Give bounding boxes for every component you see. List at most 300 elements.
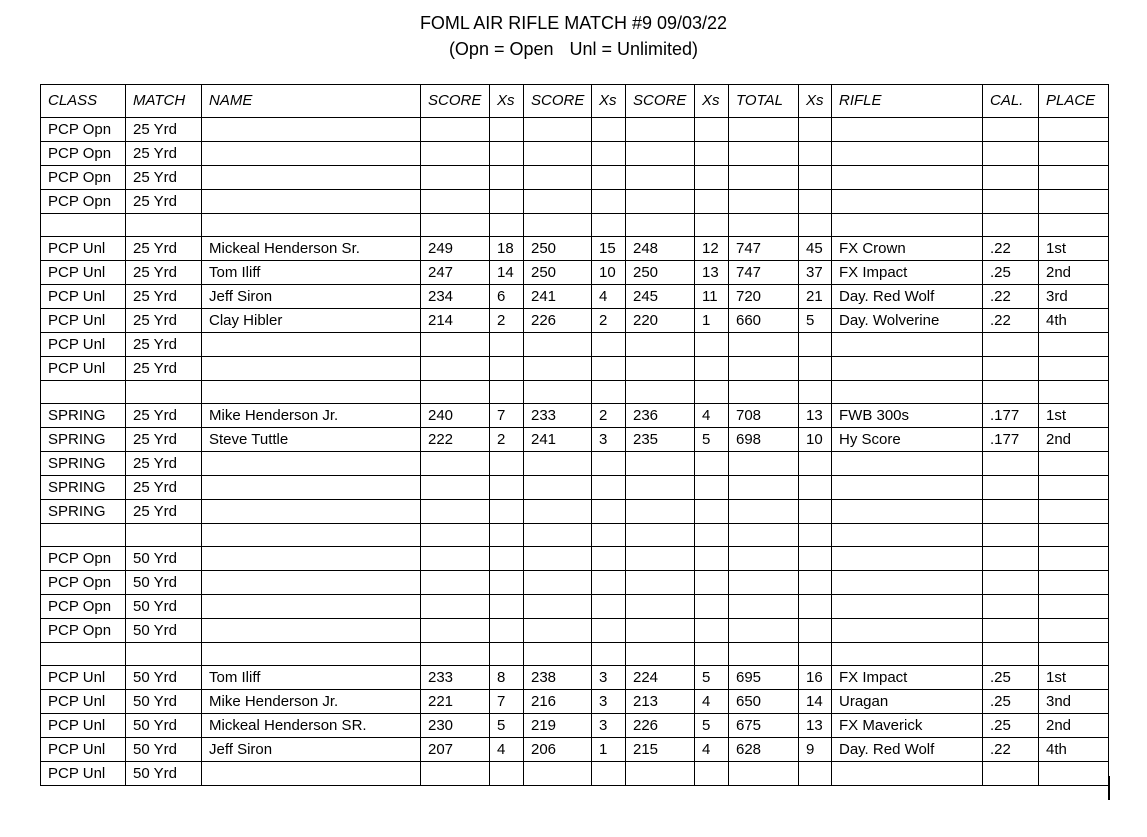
cell-class[interactable]: PCP Opn <box>41 166 126 190</box>
cell-xs-1[interactable]: 4 <box>490 738 524 762</box>
cell-rifle[interactable]: FX Impact <box>832 261 983 285</box>
cell-class[interactable]: PCP Unl <box>41 237 126 261</box>
cell-total[interactable] <box>729 476 799 500</box>
cell-xs-3[interactable] <box>695 214 729 237</box>
cell-match[interactable]: 25 Yrd <box>126 118 202 142</box>
cell-caliber[interactable] <box>983 214 1039 237</box>
cell-rifle[interactable]: Day. Red Wolf <box>832 738 983 762</box>
cell-rifle[interactable] <box>832 214 983 237</box>
cell-score-1[interactable] <box>421 619 490 643</box>
cell-place[interactable] <box>1039 452 1109 476</box>
cell-xs-3[interactable] <box>695 357 729 381</box>
cell-xs-1[interactable]: 5 <box>490 714 524 738</box>
cell-name[interactable] <box>202 571 421 595</box>
cell-xs-3[interactable] <box>695 500 729 524</box>
cell-rifle[interactable]: FX Maverick <box>832 714 983 738</box>
cell-total[interactable] <box>729 333 799 357</box>
cell-score-1[interactable]: 234 <box>421 285 490 309</box>
cell-xs-2[interactable] <box>592 357 626 381</box>
cell-place[interactable] <box>1039 118 1109 142</box>
cell-total[interactable]: 628 <box>729 738 799 762</box>
cell-match[interactable]: 25 Yrd <box>126 142 202 166</box>
cell-class[interactable]: PCP Unl <box>41 714 126 738</box>
cell-total[interactable] <box>729 452 799 476</box>
cell-place[interactable] <box>1039 595 1109 619</box>
cell-score-1[interactable] <box>421 452 490 476</box>
cell-xs-total[interactable]: 13 <box>799 714 832 738</box>
cell-score-2[interactable] <box>524 762 592 786</box>
cell-xs-1[interactable]: 8 <box>490 666 524 690</box>
cell-rifle[interactable] <box>832 524 983 547</box>
cell-score-2[interactable]: 250 <box>524 261 592 285</box>
cell-caliber[interactable]: .177 <box>983 404 1039 428</box>
cell-score-3[interactable] <box>626 762 695 786</box>
cell-rifle[interactable] <box>832 476 983 500</box>
cell-xs-2[interactable] <box>592 190 626 214</box>
cell-caliber[interactable] <box>983 452 1039 476</box>
cell-name[interactable] <box>202 357 421 381</box>
cell-total[interactable] <box>729 500 799 524</box>
cell-xs-3[interactable] <box>695 547 729 571</box>
cell-xs-3[interactable] <box>695 333 729 357</box>
cell-xs-total[interactable] <box>799 643 832 666</box>
cell-name[interactable]: Mike Henderson Jr. <box>202 690 421 714</box>
cell-match[interactable]: 50 Yrd <box>126 738 202 762</box>
cell-rifle[interactable] <box>832 118 983 142</box>
cell-name[interactable] <box>202 214 421 237</box>
cell-place[interactable] <box>1039 476 1109 500</box>
cell-class[interactable]: PCP Opn <box>41 619 126 643</box>
cell-total[interactable] <box>729 571 799 595</box>
cell-rifle[interactable] <box>832 571 983 595</box>
cell-place[interactable]: 3nd <box>1039 690 1109 714</box>
cell-name[interactable]: Mike Henderson Jr. <box>202 404 421 428</box>
cell-score-1[interactable]: 247 <box>421 261 490 285</box>
cell-xs-3[interactable]: 5 <box>695 714 729 738</box>
cell-score-3[interactable] <box>626 333 695 357</box>
cell-match[interactable] <box>126 214 202 237</box>
cell-class[interactable]: PCP Unl <box>41 762 126 786</box>
cell-caliber[interactable] <box>983 762 1039 786</box>
cell-match[interactable] <box>126 524 202 547</box>
cell-class[interactable] <box>41 214 126 237</box>
cell-xs-3[interactable]: 5 <box>695 666 729 690</box>
cell-xs-3[interactable]: 4 <box>695 690 729 714</box>
cell-place[interactable] <box>1039 357 1109 381</box>
cell-score-3[interactable]: 236 <box>626 404 695 428</box>
cell-xs-2[interactable]: 4 <box>592 285 626 309</box>
cell-name[interactable]: Tom Iliff <box>202 666 421 690</box>
cell-xs-2[interactable] <box>592 118 626 142</box>
cell-xs-total[interactable]: 45 <box>799 237 832 261</box>
cell-match[interactable]: 25 Yrd <box>126 357 202 381</box>
cell-class[interactable]: PCP Opn <box>41 595 126 619</box>
cell-score-2[interactable]: 219 <box>524 714 592 738</box>
cell-total[interactable] <box>729 643 799 666</box>
cell-xs-2[interactable]: 1 <box>592 738 626 762</box>
cell-total[interactable] <box>729 166 799 190</box>
cell-class[interactable]: PCP Unl <box>41 738 126 762</box>
cell-xs-2[interactable] <box>592 452 626 476</box>
cell-place[interactable]: 2nd <box>1039 261 1109 285</box>
cell-score-1[interactable] <box>421 190 490 214</box>
cell-score-1[interactable]: 221 <box>421 690 490 714</box>
cell-score-3[interactable] <box>626 643 695 666</box>
cell-xs-1[interactable]: 7 <box>490 690 524 714</box>
cell-score-3[interactable]: 226 <box>626 714 695 738</box>
cell-rifle[interactable] <box>832 500 983 524</box>
cell-class[interactable]: SPRING <box>41 476 126 500</box>
cell-score-2[interactable] <box>524 500 592 524</box>
cell-total[interactable]: 747 <box>729 237 799 261</box>
cell-xs-3[interactable] <box>695 381 729 404</box>
cell-xs-2[interactable]: 2 <box>592 404 626 428</box>
cell-match[interactable]: 25 Yrd <box>126 500 202 524</box>
cell-xs-total[interactable] <box>799 333 832 357</box>
cell-score-3[interactable] <box>626 190 695 214</box>
cell-total[interactable] <box>729 524 799 547</box>
cell-score-1[interactable] <box>421 476 490 500</box>
cell-rifle[interactable] <box>832 547 983 571</box>
cell-xs-1[interactable] <box>490 619 524 643</box>
cell-caliber[interactable] <box>983 500 1039 524</box>
cell-match[interactable]: 25 Yrd <box>126 166 202 190</box>
cell-score-1[interactable] <box>421 357 490 381</box>
cell-xs-total[interactable] <box>799 142 832 166</box>
cell-match[interactable]: 25 Yrd <box>126 237 202 261</box>
cell-xs-3[interactable] <box>695 476 729 500</box>
cell-caliber[interactable] <box>983 547 1039 571</box>
cell-rifle[interactable] <box>832 619 983 643</box>
cell-xs-1[interactable] <box>490 547 524 571</box>
cell-name[interactable]: Jeff Siron <box>202 738 421 762</box>
cell-xs-1[interactable] <box>490 524 524 547</box>
cell-xs-total[interactable] <box>799 619 832 643</box>
cell-place[interactable] <box>1039 214 1109 237</box>
cell-score-3[interactable]: 245 <box>626 285 695 309</box>
cell-name[interactable] <box>202 452 421 476</box>
cell-score-2[interactable] <box>524 643 592 666</box>
cell-xs-1[interactable]: 14 <box>490 261 524 285</box>
cell-xs-1[interactable] <box>490 452 524 476</box>
cell-name[interactable] <box>202 166 421 190</box>
cell-score-1[interactable]: 230 <box>421 714 490 738</box>
cell-xs-1[interactable] <box>490 643 524 666</box>
cell-score-2[interactable] <box>524 118 592 142</box>
cell-rifle[interactable] <box>832 452 983 476</box>
cell-xs-2[interactable]: 15 <box>592 237 626 261</box>
cell-score-2[interactable]: 241 <box>524 285 592 309</box>
cell-match[interactable]: 50 Yrd <box>126 762 202 786</box>
cell-xs-total[interactable] <box>799 357 832 381</box>
cell-score-1[interactable] <box>421 595 490 619</box>
cell-score-2[interactable] <box>524 333 592 357</box>
cell-xs-total[interactable]: 9 <box>799 738 832 762</box>
cell-xs-1[interactable] <box>490 190 524 214</box>
cell-score-2[interactable] <box>524 476 592 500</box>
cell-score-1[interactable]: 222 <box>421 428 490 452</box>
cell-score-2[interactable] <box>524 452 592 476</box>
cell-score-3[interactable] <box>626 595 695 619</box>
cell-place[interactable] <box>1039 619 1109 643</box>
cell-caliber[interactable] <box>983 333 1039 357</box>
cell-xs-1[interactable]: 2 <box>490 309 524 333</box>
cell-xs-2[interactable] <box>592 500 626 524</box>
cell-rifle[interactable]: FWB 300s <box>832 404 983 428</box>
cell-match[interactable] <box>126 643 202 666</box>
cell-class[interactable]: SPRING <box>41 428 126 452</box>
cell-match[interactable]: 50 Yrd <box>126 571 202 595</box>
cell-xs-total[interactable]: 5 <box>799 309 832 333</box>
cell-total[interactable]: 650 <box>729 690 799 714</box>
cell-match[interactable]: 25 Yrd <box>126 285 202 309</box>
cell-score-2[interactable] <box>524 166 592 190</box>
cell-place[interactable]: 4th <box>1039 738 1109 762</box>
cell-xs-1[interactable] <box>490 381 524 404</box>
cell-caliber[interactable] <box>983 595 1039 619</box>
cell-class[interactable] <box>41 381 126 404</box>
cell-xs-1[interactable] <box>490 214 524 237</box>
cell-score-2[interactable] <box>524 619 592 643</box>
cell-score-3[interactable] <box>626 214 695 237</box>
cell-name[interactable] <box>202 500 421 524</box>
cell-score-2[interactable] <box>524 524 592 547</box>
cell-total[interactable] <box>729 619 799 643</box>
cell-caliber[interactable] <box>983 357 1039 381</box>
cell-xs-3[interactable] <box>695 595 729 619</box>
cell-match[interactable]: 25 Yrd <box>126 333 202 357</box>
cell-xs-total[interactable]: 21 <box>799 285 832 309</box>
cell-name[interactable]: Steve Tuttle <box>202 428 421 452</box>
cell-score-2[interactable] <box>524 142 592 166</box>
cell-class[interactable]: PCP Unl <box>41 666 126 690</box>
cell-caliber[interactable] <box>983 476 1039 500</box>
cell-xs-2[interactable] <box>592 333 626 357</box>
cell-match[interactable]: 25 Yrd <box>126 452 202 476</box>
cell-xs-2[interactable] <box>592 547 626 571</box>
cell-xs-total[interactable] <box>799 214 832 237</box>
cell-total[interactable] <box>729 142 799 166</box>
cell-name[interactable] <box>202 595 421 619</box>
cell-xs-2[interactable] <box>592 142 626 166</box>
cell-caliber[interactable]: .25 <box>983 666 1039 690</box>
cell-score-3[interactable] <box>626 571 695 595</box>
cell-xs-total[interactable] <box>799 190 832 214</box>
cell-class[interactable]: PCP Unl <box>41 357 126 381</box>
cell-rifle[interactable] <box>832 381 983 404</box>
cell-place[interactable] <box>1039 381 1109 404</box>
cell-class[interactable]: SPRING <box>41 500 126 524</box>
cell-score-2[interactable]: 206 <box>524 738 592 762</box>
cell-score-3[interactable] <box>626 381 695 404</box>
cell-rifle[interactable] <box>832 166 983 190</box>
cell-rifle[interactable]: FX Impact <box>832 666 983 690</box>
cell-score-3[interactable]: 220 <box>626 309 695 333</box>
cell-name[interactable] <box>202 476 421 500</box>
cell-xs-total[interactable]: 14 <box>799 690 832 714</box>
cell-total[interactable] <box>729 762 799 786</box>
cell-place[interactable] <box>1039 524 1109 547</box>
cell-xs-3[interactable]: 13 <box>695 261 729 285</box>
cell-score-3[interactable]: 250 <box>626 261 695 285</box>
cell-xs-1[interactable]: 2 <box>490 428 524 452</box>
cell-xs-2[interactable]: 2 <box>592 309 626 333</box>
cell-score-3[interactable]: 235 <box>626 428 695 452</box>
cell-score-2[interactable]: 250 <box>524 237 592 261</box>
cell-xs-1[interactable] <box>490 595 524 619</box>
cell-rifle[interactable] <box>832 333 983 357</box>
cell-xs-1[interactable] <box>490 762 524 786</box>
cell-caliber[interactable] <box>983 524 1039 547</box>
cell-score-3[interactable] <box>626 118 695 142</box>
cell-score-2[interactable] <box>524 571 592 595</box>
cell-xs-2[interactable]: 3 <box>592 666 626 690</box>
cell-xs-3[interactable]: 1 <box>695 309 729 333</box>
cell-class[interactable]: PCP Unl <box>41 690 126 714</box>
cell-class[interactable]: PCP Opn <box>41 571 126 595</box>
cell-total[interactable] <box>729 595 799 619</box>
cell-caliber[interactable]: .22 <box>983 237 1039 261</box>
cell-xs-total[interactable] <box>799 381 832 404</box>
cell-total[interactable]: 747 <box>729 261 799 285</box>
cell-xs-3[interactable] <box>695 166 729 190</box>
cell-score-1[interactable] <box>421 118 490 142</box>
cell-place[interactable] <box>1039 762 1109 786</box>
cell-score-3[interactable] <box>626 357 695 381</box>
cell-score-1[interactable] <box>421 166 490 190</box>
cell-class[interactable]: SPRING <box>41 404 126 428</box>
cell-xs-2[interactable] <box>592 524 626 547</box>
cell-xs-2[interactable] <box>592 166 626 190</box>
cell-score-2[interactable]: 216 <box>524 690 592 714</box>
cell-score-1[interactable] <box>421 333 490 357</box>
cell-class[interactable] <box>41 643 126 666</box>
cell-caliber[interactable] <box>983 118 1039 142</box>
cell-xs-3[interactable] <box>695 452 729 476</box>
cell-total[interactable] <box>729 118 799 142</box>
cell-xs-2[interactable] <box>592 214 626 237</box>
cell-xs-3[interactable] <box>695 524 729 547</box>
cell-name[interactable] <box>202 762 421 786</box>
cell-xs-1[interactable]: 6 <box>490 285 524 309</box>
cell-score-1[interactable]: 207 <box>421 738 490 762</box>
cell-match[interactable]: 50 Yrd <box>126 547 202 571</box>
cell-rifle[interactable] <box>832 643 983 666</box>
cell-score-1[interactable] <box>421 547 490 571</box>
cell-total[interactable]: 695 <box>729 666 799 690</box>
cell-name[interactable] <box>202 118 421 142</box>
cell-xs-total[interactable]: 10 <box>799 428 832 452</box>
cell-xs-3[interactable] <box>695 142 729 166</box>
cell-match[interactable]: 25 Yrd <box>126 428 202 452</box>
cell-name[interactable]: Jeff Siron <box>202 285 421 309</box>
cell-score-3[interactable] <box>626 547 695 571</box>
cell-place[interactable] <box>1039 500 1109 524</box>
cell-score-1[interactable] <box>421 142 490 166</box>
cell-xs-1[interactable]: 18 <box>490 237 524 261</box>
cell-score-3[interactable]: 224 <box>626 666 695 690</box>
cell-match[interactable]: 25 Yrd <box>126 309 202 333</box>
cell-class[interactable] <box>41 524 126 547</box>
cell-place[interactable] <box>1039 547 1109 571</box>
cell-name[interactable] <box>202 524 421 547</box>
cell-score-3[interactable] <box>626 142 695 166</box>
cell-score-1[interactable] <box>421 762 490 786</box>
cell-rifle[interactable] <box>832 762 983 786</box>
cell-caliber[interactable]: .177 <box>983 428 1039 452</box>
cell-caliber[interactable] <box>983 166 1039 190</box>
cell-caliber[interactable] <box>983 190 1039 214</box>
cell-xs-1[interactable] <box>490 476 524 500</box>
cell-rifle[interactable] <box>832 595 983 619</box>
cell-score-3[interactable]: 213 <box>626 690 695 714</box>
cell-place[interactable]: 2nd <box>1039 714 1109 738</box>
cell-xs-total[interactable] <box>799 452 832 476</box>
cell-score-2[interactable] <box>524 214 592 237</box>
cell-xs-2[interactable] <box>592 476 626 500</box>
cell-match[interactable]: 25 Yrd <box>126 404 202 428</box>
cell-match[interactable]: 50 Yrd <box>126 666 202 690</box>
cell-score-1[interactable]: 233 <box>421 666 490 690</box>
cell-caliber[interactable]: .25 <box>983 690 1039 714</box>
cell-xs-2[interactable]: 3 <box>592 428 626 452</box>
cell-score-1[interactable]: 214 <box>421 309 490 333</box>
cell-score-3[interactable] <box>626 524 695 547</box>
cell-rifle[interactable]: Uragan <box>832 690 983 714</box>
cell-name[interactable] <box>202 547 421 571</box>
cell-total[interactable]: 660 <box>729 309 799 333</box>
cell-xs-1[interactable]: 7 <box>490 404 524 428</box>
cell-total[interactable] <box>729 547 799 571</box>
cell-total[interactable]: 698 <box>729 428 799 452</box>
cell-xs-total[interactable] <box>799 166 832 190</box>
cell-xs-total[interactable] <box>799 547 832 571</box>
cell-score-2[interactable] <box>524 381 592 404</box>
cell-total[interactable] <box>729 214 799 237</box>
cell-total[interactable]: 708 <box>729 404 799 428</box>
cell-rifle[interactable]: Day. Wolverine <box>832 309 983 333</box>
cell-class[interactable]: PCP Unl <box>41 261 126 285</box>
cell-total[interactable] <box>729 381 799 404</box>
cell-xs-3[interactable]: 5 <box>695 428 729 452</box>
cell-xs-2[interactable] <box>592 571 626 595</box>
cell-class[interactable]: PCP Unl <box>41 285 126 309</box>
cell-class[interactable]: PCP Unl <box>41 333 126 357</box>
cell-xs-2[interactable]: 3 <box>592 690 626 714</box>
cell-class[interactable]: PCP Opn <box>41 547 126 571</box>
cell-xs-1[interactable] <box>490 333 524 357</box>
cell-xs-2[interactable] <box>592 595 626 619</box>
cell-xs-1[interactable] <box>490 118 524 142</box>
cell-xs-2[interactable] <box>592 381 626 404</box>
cell-caliber[interactable]: .25 <box>983 261 1039 285</box>
cell-score-2[interactable] <box>524 595 592 619</box>
cell-match[interactable] <box>126 381 202 404</box>
cell-name[interactable] <box>202 381 421 404</box>
cell-xs-total[interactable] <box>799 118 832 142</box>
cell-class[interactable]: PCP Opn <box>41 142 126 166</box>
cell-xs-total[interactable]: 16 <box>799 666 832 690</box>
cell-score-2[interactable]: 238 <box>524 666 592 690</box>
cell-xs-3[interactable]: 11 <box>695 285 729 309</box>
cell-score-2[interactable] <box>524 190 592 214</box>
cell-score-1[interactable] <box>421 500 490 524</box>
cell-score-1[interactable]: 240 <box>421 404 490 428</box>
cell-caliber[interactable] <box>983 142 1039 166</box>
cell-xs-1[interactable] <box>490 357 524 381</box>
cell-name[interactable]: Mickeal Henderson SR. <box>202 714 421 738</box>
cell-xs-2[interactable]: 10 <box>592 261 626 285</box>
